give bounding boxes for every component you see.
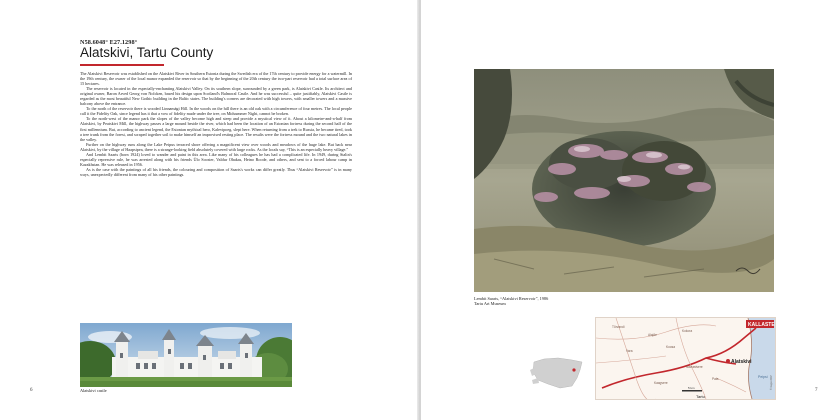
paragraph: The reservoir is located in the especially-enchanting Alatskivi Valley. On its southern slope, surrounded by a green park, is Alatskivi Castle. Its architect and original owner, Baron Arved Georg von Nolcken, based his design upon Scotland's Balmoral Castle. And he was successful – quite justifiably, Alatskivi Castle is regarded as the most beautiful New Gothic building in the Baltic states. The building's corners are decorated with high towers, with smaller towers and a massive balcony above the entrance. [80,86,352,107]
article-body [80,71,352,177]
castle-photo-caption: Alatskivi castle [80,388,107,393]
paragraph: The Alatskivi Reservoir was established on the Alatskivi River in Southern Estonia during the Swedish era of the 17th century to provide energy for a watermill. In the 19th century, the owner of the local manor expanded the reservoir so that by the beginning of the 20th century the two-part reservoir had a total surface area of 15 hectares. [80,71,352,87]
page-number-right: 7 [815,388,818,393]
paragraph: Further on the highway runs along the Lake Peipus terraced shore offering a magnificent view over woods and meadows of the huge lake. But back near Alatskivi, by the village of Haapsipea, there is a strange-looking field absolutely covered with large rocks. As the locals say, “This is an especially heavy village.” [80,141,352,152]
paragraph: And Lembit Saarts (born 1924) loved to wander and paint in this area. Like many of his colleagues he has had a complicated life. In 1949, during Stalin's especially repressive rule, he was arrested along with his friends Ülo Sooster, Valdur Ohakas, Heino Roode, and others, and sent to a forced labour camp in Kazakhstan. He was released in 1956. [80,151,352,167]
map-label-alatskivi: Alatskivi [731,359,752,365]
map-label-tartu: Tartu [696,394,705,399]
gps-coordinates: N58.6048° E27.1298° [80,39,138,46]
left-page [0,0,419,420]
painting-alatskivi-reservoir [474,69,774,292]
title-underline [80,64,164,66]
paragraph: To the north-west of the manor park the slopes of the valley become high and steep and provide a mystical view of it. About a kilometre-and-a-half from Alatskivi, by Peatskivi Mill, the highway passes a large mound beside the river, which had been the location of an Estonian fortress during the second half of the first millennium. But, according to ancient legend, the Estonian mythical hero, Kalevipoeg, slept here. When returning from a trek to Russia, he became tired, took a tree trunk from the forest, and scraped together soil to make himself an improvised resting place. The results were the fortress mound and the two natural lakes in the valley. [80,116,352,142]
svg-text:Vara: Vara [626,349,633,353]
paragraph: To the north of the reservoir there is wooded Linnamägi Hill. In the woods on the hill there is an old oak with a circumference of four metres. The local people call it the Fidelity Oak, since legend has it that a vow of fidelity made under the tree, on Midsummer Night, cannot be broken. [80,106,352,117]
svg-text:Pala: Pala [712,377,719,381]
estonia-locator-map [530,356,586,390]
svg-text:Kokora: Kokora [682,329,693,333]
map-label-lake: Peipsi [758,375,768,379]
svg-text:Alajõe: Alajõe [648,333,657,337]
paragraph: As is the case with the paintings of all his friends, the colouring and composition of Saarts's works can differ greatly. Thus “Alatskivi Reservoir” is in many ways, unexpectedly different from many of his other paintings. [80,166,352,177]
castle-photo [80,323,292,387]
regional-map [595,317,776,400]
map-scale: 5 km [688,386,695,390]
page-title: Alatskivi, Tartu County [80,45,214,60]
svg-text:Saviastvere: Saviastvere [686,365,703,369]
painting-caption-title: Lembit Saarts, “Alatskivi Reservoir”, 1986 [474,296,549,301]
painting-caption-museum: Tartu Art Museum [474,301,506,306]
svg-text:Koosa: Koosa [666,345,676,349]
svg-text:Tõrvandi: Tõrvandi [612,325,625,329]
page-number-left: 6 [30,388,33,393]
svg-text:Kaagvere: Kaagvere [654,381,668,385]
map-label-kallaste: KALLASTE [748,322,775,329]
map-copyright: © Regio 2007 [770,375,773,390]
